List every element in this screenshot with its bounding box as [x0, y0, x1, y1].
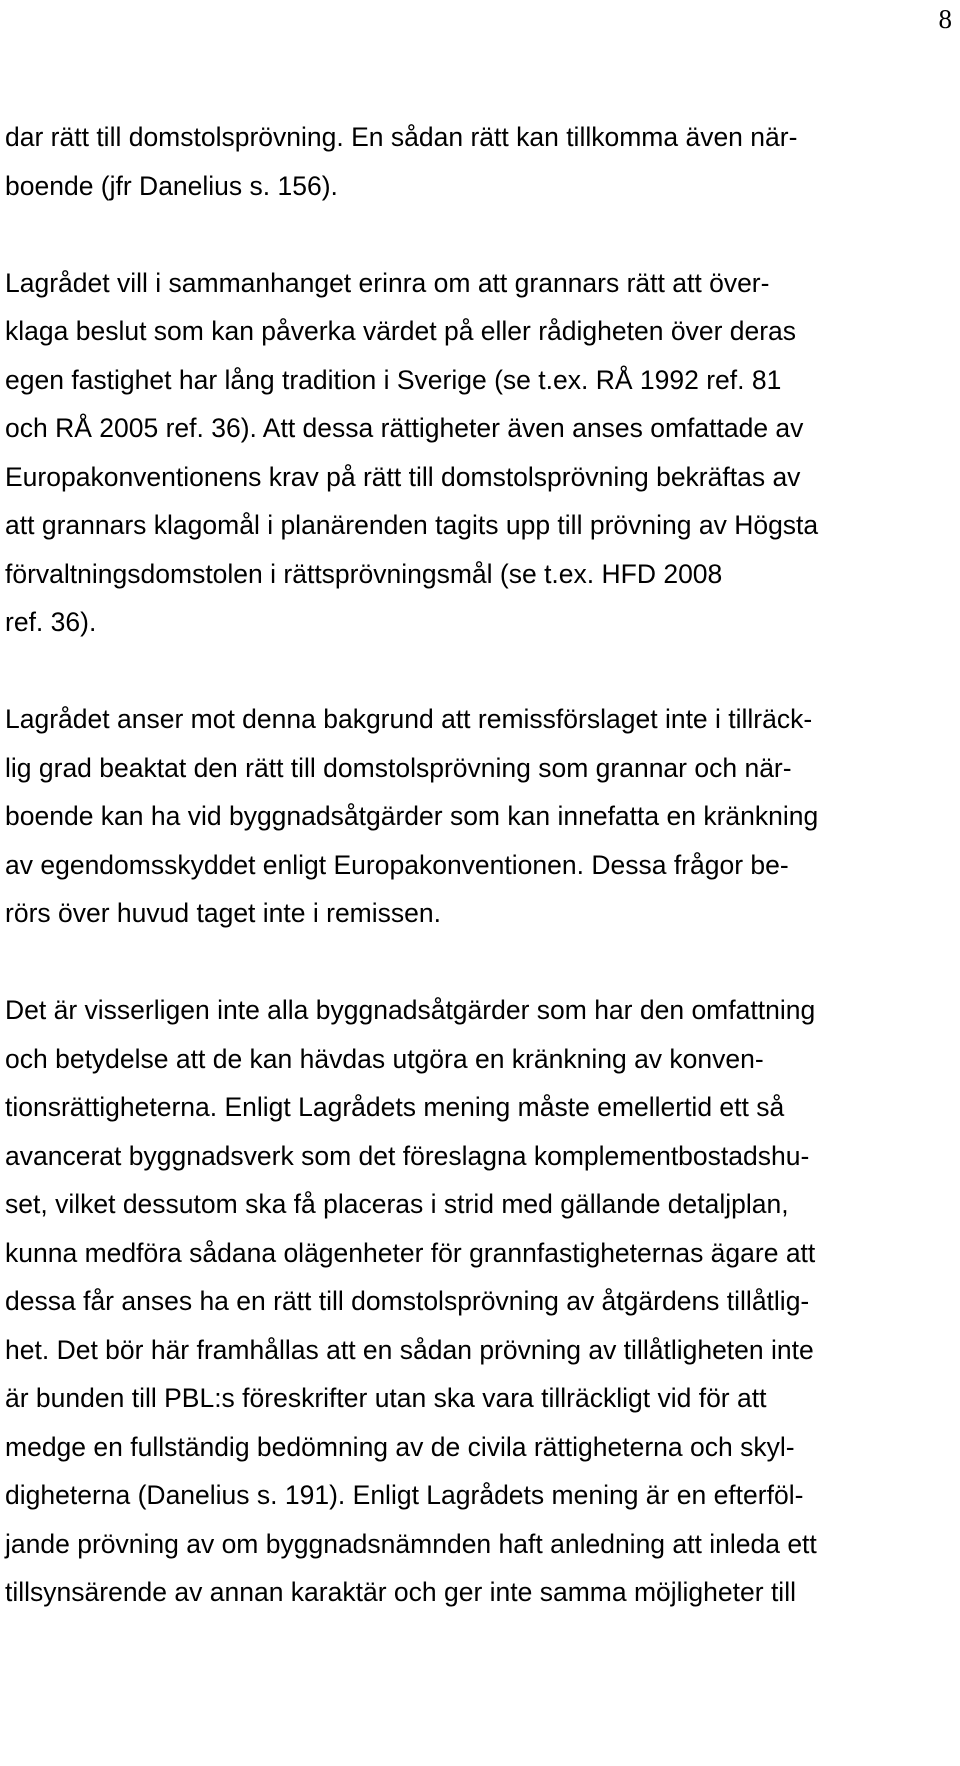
- paragraph-1: [5, 113, 950, 210]
- text-line: rörs över huvud taget inte i remissen.: [5, 898, 441, 928]
- page-number: 8: [938, 4, 952, 34]
- text-line: ref. 36).: [5, 607, 97, 637]
- text-line: digheterna (Danelius s. 191). Enligt Lagrådets mening är en efterföl-: [5, 1480, 804, 1510]
- text-line: avancerat byggnadsverk som det föreslagna komplementbostadshu-: [5, 1140, 810, 1171]
- text-line: och RÅ 2005 ref. 36). Att dessa rättigheter även anses omfattade av: [5, 413, 804, 443]
- text-line: klaga beslut som kan påverka värdet på eller rådigheten över deras: [5, 316, 797, 346]
- text-line: Europakonventionens krav på rätt till domstolsprövning bekräftas av: [5, 461, 801, 492]
- paragraph-spacer: [5, 210, 950, 259]
- text-line: Lagrådet vill i sammanhanget erinra om att grannars rätt att över-: [5, 267, 770, 298]
- text-line: tillsynsärende av annan karaktär och ger inte samma möjligheter till: [5, 1577, 796, 1607]
- text-line: dessa får anses ha en rätt till domstolsprövning av åtgärdens tillåtlig-: [5, 1286, 810, 1316]
- text-line: och betydelse att de kan hävdas utgöra en kränkning av konven-: [5, 1043, 764, 1074]
- text-line: het. Det bör här framhållas att en sådan prövning av tillåtligheten inte: [5, 1334, 814, 1365]
- text-line: av egendomsskyddet enligt Europakonventionen. Dessa frågor be-: [5, 849, 789, 880]
- text-line: lig grad beaktat den rätt till domstolsprövning som grannar och när-: [5, 752, 792, 783]
- text-line: förvaltningsdomstolen i rättsprövningsmål (se t.ex. HFD 2008: [5, 558, 723, 589]
- paragraph-spacer: [5, 647, 950, 696]
- text-line: egen fastighet har lång tradition i Sverige (se t.ex. RÅ 1992 ref. 81: [5, 364, 782, 395]
- text-line: Lagrådet anser mot denna bakgrund att remissförslaget inte i tillräck-: [5, 704, 813, 734]
- text-line: boende kan ha vid byggnadsåtgärder som kan innefatta en kränkning: [5, 801, 819, 831]
- text-line: att grannars klagomål i planärenden tagits upp till prövning av Högsta: [5, 510, 819, 540]
- paragraph-spacer: [5, 938, 950, 987]
- text-line: boende (jfr Danelius s. 156).: [5, 170, 338, 201]
- paragraph-2: [5, 259, 950, 647]
- text-line: är bunden till PBL:s föreskrifter utan ska vara tillräckligt vid för att: [5, 1383, 767, 1413]
- text-line: jande prövning av om byggnadsnämnden haft anledning att inleda ett: [5, 1528, 817, 1559]
- paragraph-3: [5, 695, 950, 938]
- text-line: dar rätt till domstolsprövning. En sådan rätt kan tillkomma även när-: [5, 122, 798, 152]
- paragraph-4: [5, 986, 950, 1617]
- text-line: Det är visserligen inte alla byggnadsåtgärder som har den omfattning: [5, 995, 816, 1025]
- text-line: set, vilket dessutom ska få placeras i strid med gällande detaljplan,: [5, 1189, 789, 1219]
- document-body: [5, 113, 950, 1617]
- text-line: kunna medföra sådana olägenheter för grannfastigheternas ägare att: [5, 1237, 816, 1268]
- text-line: tionsrättigheterna. Enligt Lagrådets mening måste emellertid ett så: [5, 1092, 785, 1122]
- text-line: medge en fullständig bedömning av de civila rättigheterna och skyl-: [5, 1431, 795, 1462]
